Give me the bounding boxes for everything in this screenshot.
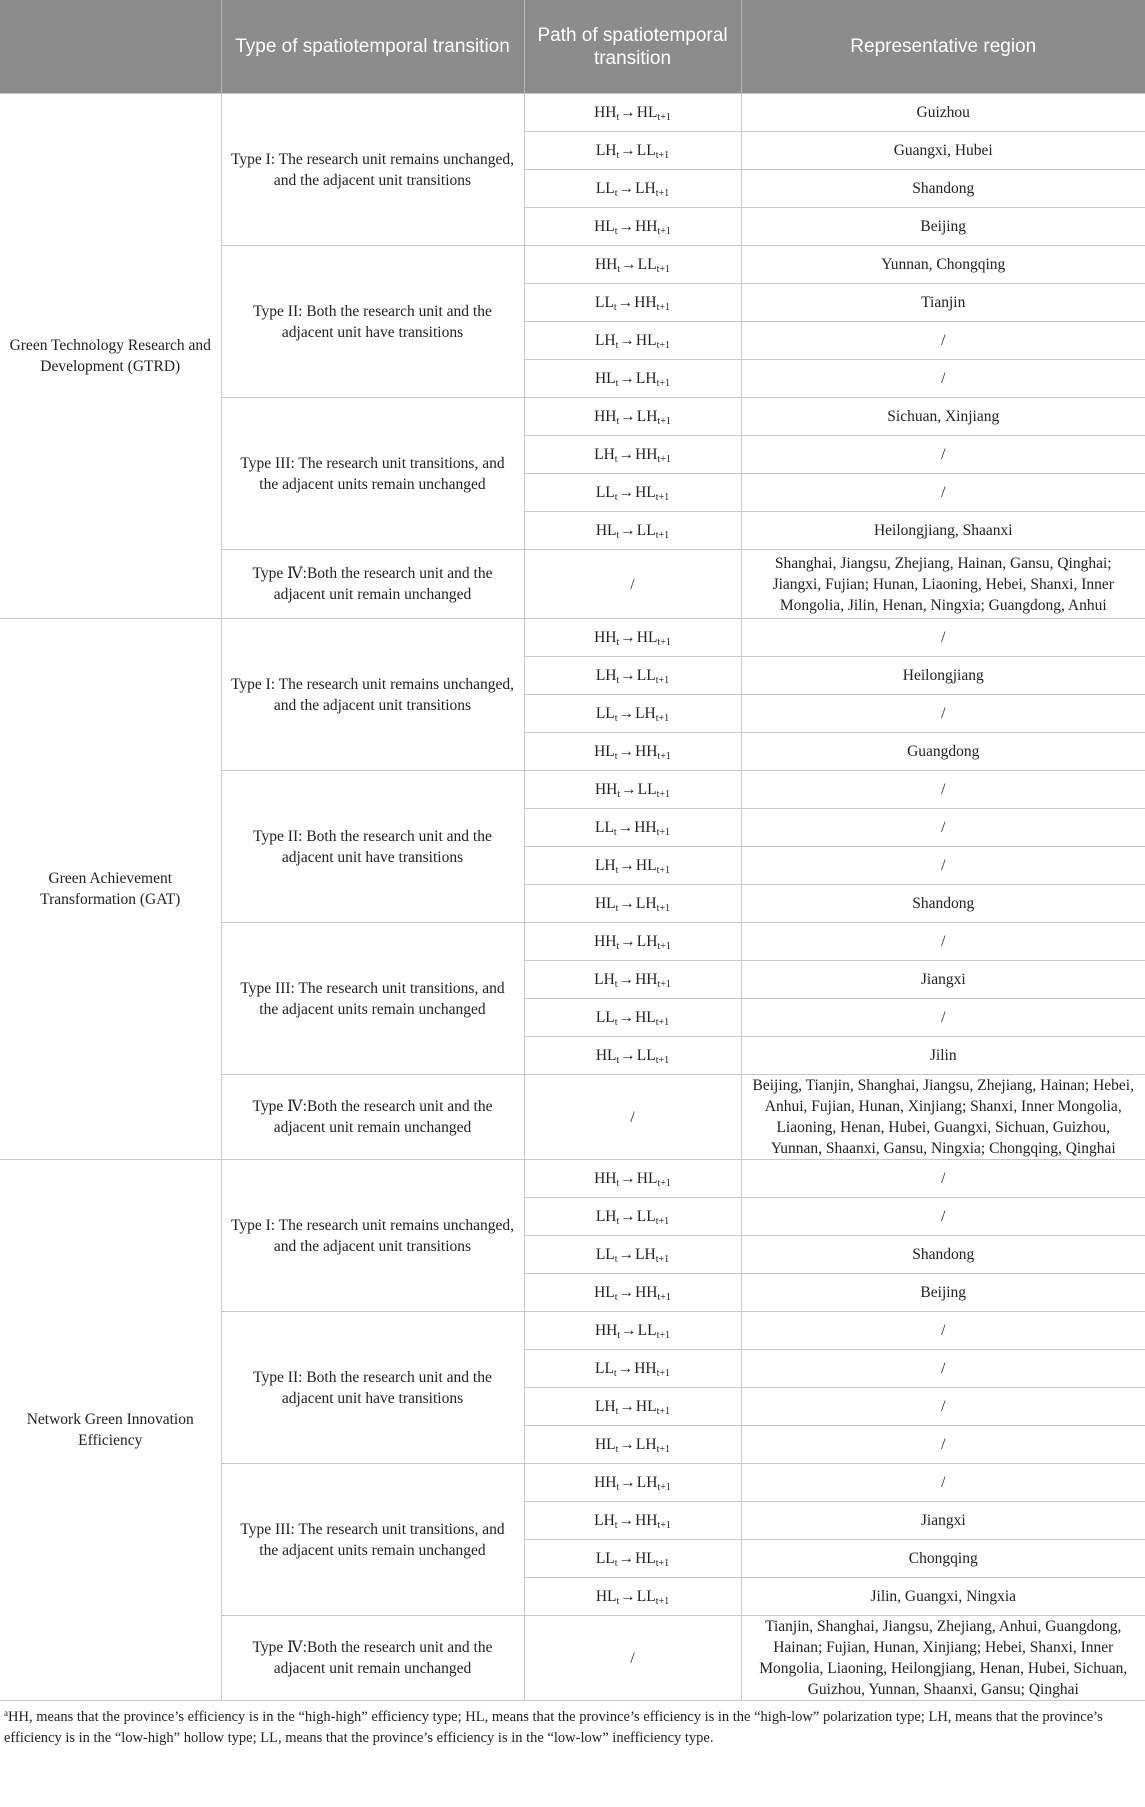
path-from: HH	[594, 781, 618, 798]
transition-type-cell: Type Ⅳ:Both the research unit and the adjacent unit remain unchanged	[221, 1616, 524, 1701]
path-from-subscript: t	[616, 112, 620, 123]
transition-type-cell: Type III: The research unit transitions, and the adjacent units remain unchanged	[221, 923, 524, 1075]
representative-region-cell: /	[741, 360, 1145, 398]
path-from-subscript: t	[616, 1178, 620, 1189]
path-to: LL	[637, 781, 657, 798]
path-to-subscript: t+1	[657, 941, 671, 952]
path-from: LL	[595, 705, 615, 722]
representative-region-cell: /	[741, 695, 1145, 733]
path-from-subscript: t	[614, 979, 618, 990]
transition-type-cell: Type II: Both the research unit and the adjacent unit have transitions	[221, 771, 524, 923]
path-from: LL	[595, 1550, 615, 1567]
transition-path-cell	[524, 284, 741, 322]
path-to: LL	[636, 142, 656, 159]
path-to: LL	[637, 256, 657, 273]
transition-path-cell	[524, 322, 741, 360]
arrow-icon: →	[620, 667, 636, 684]
header-col-path: Path of spatiotemporal transition	[524, 0, 741, 94]
transition-path-cell	[524, 657, 741, 695]
path-from-subscript: t	[614, 713, 618, 724]
path-to-subscript: t+1	[655, 1017, 670, 1028]
path-to-subscript: t+1	[655, 530, 670, 541]
transition-path-cell	[524, 923, 741, 961]
path-from-subscript: t	[614, 454, 618, 465]
arrow-icon: →	[617, 819, 634, 836]
path-from: LL	[595, 484, 615, 501]
path-to-subscript: t+1	[655, 675, 670, 686]
arrow-icon: →	[618, 705, 635, 722]
path-to: HL	[636, 104, 658, 121]
transition-path-cell	[524, 1350, 741, 1388]
transition-type-cell: Type III: The research unit transitions, and the adjacent units remain unchanged	[221, 1464, 524, 1616]
arrow-icon: →	[617, 1360, 634, 1377]
path-from: HL	[594, 370, 616, 387]
arrow-icon: →	[621, 1322, 637, 1339]
path-to-subscript: t+1	[655, 188, 670, 199]
path-from-subscript: t	[614, 226, 618, 237]
path-from-subscript: t	[614, 1292, 618, 1303]
path-to: LL	[636, 1047, 656, 1064]
path-from: HH	[594, 1474, 617, 1491]
path-from: HH	[594, 256, 618, 273]
path-from-subscript: t	[616, 530, 620, 541]
representative-region-cell: Chongqing	[741, 1540, 1145, 1578]
path-from: LH	[594, 1398, 616, 1415]
arrow-icon: →	[618, 1009, 635, 1026]
path-from: LH	[594, 446, 615, 463]
representative-region-cell: /	[741, 1388, 1145, 1426]
arrow-icon: →	[620, 933, 636, 950]
path-from: LH	[595, 667, 617, 684]
path-to-subscript: t+1	[656, 264, 671, 275]
path-from: LL	[595, 1246, 615, 1263]
path-from: HH	[594, 629, 617, 646]
path-from-subscript: t	[614, 1520, 618, 1531]
path-from: LL	[595, 1009, 615, 1026]
arrow-icon: →	[620, 1588, 636, 1605]
representative-region-cell: Heilongjiang, Shaanxi	[741, 512, 1145, 550]
arrow-icon: →	[621, 256, 637, 273]
representative-region-cell: Tianjin	[741, 284, 1145, 322]
transition-path-cell	[524, 809, 741, 847]
representative-region-cell: /	[741, 1350, 1145, 1388]
arrow-icon: →	[620, 1047, 636, 1064]
transition-path-cell	[524, 1312, 741, 1350]
representative-region-cell: /	[741, 1160, 1145, 1198]
path-from-subscript: t	[616, 941, 620, 952]
path-to-subscript: t+1	[655, 1558, 670, 1569]
representative-region-cell: Beijing	[741, 1274, 1145, 1312]
transition-path-cell	[524, 1037, 741, 1075]
transition-path-cell	[524, 1502, 741, 1540]
path-to-subscript: t+1	[655, 1254, 670, 1265]
transition-path-cell	[524, 695, 741, 733]
path-from-subscript: t	[615, 378, 619, 389]
arrow-icon: →	[620, 104, 636, 121]
path-from-subscript: t	[614, 492, 618, 503]
representative-region-cell: Heilongjiang	[741, 657, 1145, 695]
path-to-subscript: t+1	[657, 1482, 671, 1493]
path-from: LH	[594, 332, 616, 349]
arrow-icon: →	[620, 1208, 636, 1225]
path-from-subscript: t	[617, 789, 621, 800]
path-to: LL	[636, 1588, 656, 1605]
path-to: HH	[635, 218, 658, 235]
representative-region-cell: Guangxi, Hubei	[741, 132, 1145, 170]
transition-path-cell	[524, 733, 741, 771]
representative-region-cell: /	[741, 1312, 1145, 1350]
path-to: HL	[635, 1550, 656, 1567]
representative-region-cell: /	[741, 847, 1145, 885]
path-from-subscript: t	[615, 1406, 619, 1417]
path-from-subscript: t	[613, 302, 617, 313]
path-to-subscript: t+1	[656, 865, 671, 876]
representative-region-cell: Guangdong	[741, 733, 1145, 771]
path-from: LH	[595, 1208, 617, 1225]
arrow-icon: →	[621, 781, 637, 798]
transition-path-cell: /	[524, 1075, 741, 1160]
path-to: HH	[635, 971, 658, 988]
path-to-subscript: t+1	[657, 112, 671, 123]
representative-region-cell: Guizhou	[741, 94, 1145, 132]
path-from: LL	[594, 819, 614, 836]
path-from: HH	[594, 408, 617, 425]
path-to-subscript: t+1	[657, 979, 671, 990]
arrow-icon: →	[618, 446, 635, 463]
arrow-icon: →	[619, 370, 635, 387]
arrow-icon: →	[618, 180, 635, 197]
path-to-subscript: t+1	[657, 226, 671, 237]
path-to: HL	[635, 1009, 656, 1026]
representative-region-cell: /	[741, 809, 1145, 847]
transition-path-cell	[524, 132, 741, 170]
path-to-subscript: t+1	[655, 1216, 670, 1227]
representative-region-cell: Shanghai, Jiangsu, Zhejiang, Hainan, Gansu, Qinghai; Jiangxi, Fujian; Hunan, Liaoning, Hebei, Shanxi, Inner Mongolia, Jilin, Henan, Ningxia; Guangdong, Anhui	[741, 550, 1145, 619]
path-from-subscript: t	[616, 1596, 620, 1607]
transition-path-cell	[524, 170, 741, 208]
header-row	[0, 0, 1145, 94]
group-name-cell: Green Technology Research and Development (GTRD)	[0, 94, 221, 619]
footnote	[0, 1701, 1145, 1749]
path-from-subscript: t	[616, 1482, 620, 1493]
footnote-text: HH, means that the province’s efficiency is in the “high-high” efficiency type; HL, means that the province’s efficiency is in the “high-low” polarization type; LH, means that the province’s efficiency is in the “low-high” hollow type; LL, means that the province’s efficiency is in the “low-low” inefficiency type.	[4, 1709, 1103, 1746]
path-to: LH	[636, 1474, 658, 1491]
path-from: HH	[594, 1322, 618, 1339]
path-to: HH	[635, 743, 658, 760]
arrow-icon: →	[620, 408, 636, 425]
path-from: HL	[594, 218, 615, 235]
path-from: LH	[595, 142, 617, 159]
path-from-subscript: t	[614, 751, 618, 762]
path-to: LH	[636, 933, 658, 950]
representative-region-cell: Jiangxi	[741, 961, 1145, 999]
transition-path-cell	[524, 1464, 741, 1502]
path-to-subscript: t+1	[656, 340, 671, 351]
representative-region-cell: /	[741, 322, 1145, 360]
path-to: HL	[636, 629, 658, 646]
path-from-subscript: t	[616, 675, 620, 686]
representative-region-cell: Sichuan, Xinjiang	[741, 398, 1145, 436]
group-name-cell: Green Achievement Transformation (GAT)	[0, 619, 221, 1160]
representative-region-cell: Shandong	[741, 170, 1145, 208]
table-row	[0, 94, 1145, 132]
transition-path-cell	[524, 1426, 741, 1464]
representative-region-cell: /	[741, 1464, 1145, 1502]
arrow-icon: →	[618, 971, 635, 988]
arrow-icon: →	[620, 1170, 636, 1187]
transition-type-cell: Type II: Both the research unit and the adjacent unit have transitions	[221, 1312, 524, 1464]
path-to-subscript: t+1	[656, 1406, 671, 1417]
representative-region-cell: /	[741, 1198, 1145, 1236]
footnote-marker: a	[4, 1708, 8, 1718]
arrow-icon: →	[618, 1550, 635, 1567]
path-from-subscript: t	[614, 1254, 618, 1265]
path-to: HH	[634, 294, 657, 311]
path-from: HL	[594, 895, 616, 912]
representative-region-cell: Beijing	[741, 208, 1145, 246]
path-to-subscript: t+1	[657, 751, 671, 762]
path-from-subscript: t	[614, 188, 618, 199]
path-from: LH	[594, 971, 615, 988]
path-from-subscript: t	[613, 1368, 617, 1379]
representative-region-cell: Yunnan, Chongqing	[741, 246, 1145, 284]
path-to: LH	[635, 1436, 657, 1453]
path-to-subscript: t+1	[655, 1596, 670, 1607]
representative-region-cell: Shandong	[741, 1236, 1145, 1274]
path-to-subscript: t+1	[657, 1520, 671, 1531]
arrow-icon: →	[619, 857, 635, 874]
representative-region-cell: Jilin	[741, 1037, 1145, 1075]
transition-type-cell: Type III: The research unit transitions, and the adjacent units remain unchanged	[221, 398, 524, 550]
transition-type-cell: Type I: The research unit remains unchanged, and the adjacent unit transitions	[221, 1160, 524, 1312]
representative-region-cell: /	[741, 474, 1145, 512]
path-to-subscript: t+1	[655, 713, 670, 724]
path-to: HL	[635, 332, 657, 349]
path-to: LL	[636, 667, 656, 684]
path-from: LL	[594, 1360, 614, 1377]
path-from-subscript: t	[616, 416, 620, 427]
path-to: LH	[635, 370, 657, 387]
transition-path-cell	[524, 360, 741, 398]
representative-region-cell: /	[741, 771, 1145, 809]
path-from: HL	[594, 1436, 616, 1453]
path-to: HH	[634, 1360, 657, 1377]
transition-path-cell	[524, 436, 741, 474]
group-name-cell: Network Green Innovation Efficiency	[0, 1160, 221, 1701]
path-to: HL	[635, 857, 657, 874]
representative-region-cell: /	[741, 619, 1145, 657]
path-to-subscript: t+1	[655, 150, 670, 161]
path-to-subscript: t+1	[656, 903, 671, 914]
path-to-subscript: t+1	[657, 454, 671, 465]
path-from-subscript: t	[613, 827, 617, 838]
representative-region-cell: /	[741, 923, 1145, 961]
path-from-subscript: t	[616, 1216, 620, 1227]
transition-path-cell	[524, 885, 741, 923]
path-to: HH	[635, 446, 658, 463]
representative-region-cell: Tianjin, Shanghai, Jiangsu, Zhejiang, Anhui, Guangdong, Hainan; Fujian, Hunan, Xinjiang; Hebei, Shanxi, Inner Mongolia, Liaoning, Heilongjiang, Henan, Hubei, Sichuan, Guizhou, Yunnan, Shaanxi, Gansu; Qinghai	[741, 1616, 1145, 1701]
transition-type-cell: Type Ⅳ:Both the research unit and the adjacent unit remain unchanged	[221, 1075, 524, 1160]
path-to: LH	[635, 180, 656, 197]
header-col-region: Representative region	[741, 0, 1145, 94]
transition-type-cell: Type I: The research unit remains unchanged, and the adjacent unit transitions	[221, 94, 524, 246]
path-to-subscript: t+1	[656, 789, 671, 800]
path-to: LL	[636, 1208, 656, 1225]
path-from-subscript: t	[617, 264, 621, 275]
path-from: HL	[595, 1047, 617, 1064]
arrow-icon: →	[617, 294, 634, 311]
arrow-icon: →	[620, 629, 636, 646]
arrow-icon: →	[618, 1512, 635, 1529]
path-to-subscript: t+1	[657, 1178, 671, 1189]
path-to-subscript: t+1	[656, 827, 671, 838]
path-to-subscript: t+1	[655, 1055, 670, 1066]
representative-region-cell: Jiangxi	[741, 1502, 1145, 1540]
path-to: HH	[635, 1284, 658, 1301]
transition-path-cell	[524, 1160, 741, 1198]
transition-path-cell	[524, 94, 741, 132]
table-row	[0, 1160, 1145, 1198]
path-from: HL	[594, 1284, 615, 1301]
path-from: LH	[594, 1512, 615, 1529]
path-to-subscript: t+1	[657, 1292, 671, 1303]
transition-type-cell: Type II: Both the research unit and the adjacent unit have transitions	[221, 246, 524, 398]
arrow-icon: →	[618, 484, 635, 501]
transition-type-cell: Type Ⅳ:Both the research unit and the adjacent unit remain unchanged	[221, 550, 524, 619]
transition-path-cell	[524, 1198, 741, 1236]
path-from: LL	[595, 180, 615, 197]
path-from: HL	[595, 1588, 617, 1605]
path-from-subscript: t	[614, 1558, 618, 1569]
header-col-type: Type of spatiotemporal transition	[221, 0, 524, 94]
path-from-subscript: t	[615, 1444, 619, 1455]
transition-path-cell	[524, 961, 741, 999]
representative-region-cell: /	[741, 436, 1145, 474]
path-to: HL	[636, 1170, 658, 1187]
path-to-subscript: t+1	[656, 1368, 671, 1379]
transition-path-cell	[524, 1274, 741, 1312]
transition-path-cell	[524, 246, 741, 284]
transition-path-cell	[524, 847, 741, 885]
arrow-icon: →	[618, 1246, 635, 1263]
representative-region-cell: /	[741, 999, 1145, 1037]
path-to-subscript: t+1	[656, 1444, 671, 1455]
path-to: LH	[636, 408, 658, 425]
transition-path-cell	[524, 1578, 741, 1616]
path-from: LL	[594, 294, 614, 311]
representative-region-cell: /	[741, 1426, 1145, 1464]
table-body	[0, 94, 1145, 1701]
path-to: LH	[635, 705, 656, 722]
arrow-icon: →	[619, 1436, 635, 1453]
representative-region-cell: Shandong	[741, 885, 1145, 923]
path-to-subscript: t+1	[657, 416, 671, 427]
transition-path-cell	[524, 1236, 741, 1274]
path-from-subscript: t	[615, 340, 619, 351]
transition-path-cell: /	[524, 550, 741, 619]
transition-path-cell	[524, 1388, 741, 1426]
arrow-icon: →	[620, 522, 636, 539]
arrow-icon: →	[619, 1398, 635, 1415]
arrow-icon: →	[618, 218, 635, 235]
path-to: LH	[635, 1246, 656, 1263]
transition-path-cell	[524, 398, 741, 436]
path-from-subscript: t	[617, 1330, 621, 1341]
arrow-icon: →	[618, 743, 635, 760]
representative-region-cell: Beijing, Tianjin, Shanghai, Jiangsu, Zhejiang, Hainan; Hebei, Anhui, Fujian, Hunan, Xinjiang; Shanxi, Inner Mongolia, Liaoning, Henan, Hubei, Guangxi, Sichuan, Guizhou, Yunnan, Shaanxi, Gansu, Ningxia; Chongqing, Qinghai	[741, 1075, 1145, 1160]
header-col-indicator	[0, 0, 221, 94]
table-row	[0, 619, 1145, 657]
path-from: HL	[595, 522, 617, 539]
transition-path-cell	[524, 474, 741, 512]
path-from-subscript: t	[615, 903, 619, 914]
path-from: HH	[594, 104, 617, 121]
transition-path-cell	[524, 512, 741, 550]
path-from: HH	[594, 933, 617, 950]
path-from: HH	[594, 1170, 617, 1187]
path-from: LH	[594, 857, 616, 874]
path-to-subscript: t+1	[657, 637, 671, 648]
representative-region-cell: Jilin, Guangxi, Ningxia	[741, 1578, 1145, 1616]
path-from-subscript: t	[616, 1055, 620, 1066]
transition-path-cell	[524, 771, 741, 809]
arrow-icon: →	[620, 1474, 636, 1491]
path-from-subscript: t	[614, 1017, 618, 1028]
arrow-icon: →	[618, 1284, 635, 1301]
path-to: LH	[635, 895, 657, 912]
path-to: LL	[636, 522, 656, 539]
arrow-icon: →	[619, 332, 635, 349]
path-to: LL	[637, 1322, 657, 1339]
transition-path-cell: /	[524, 1616, 741, 1701]
path-to-subscript: t+1	[656, 302, 671, 313]
path-to-subscript: t+1	[656, 378, 671, 389]
transition-type-cell: Type I: The research unit remains unchanged, and the adjacent unit transitions	[221, 619, 524, 771]
transition-path-cell	[524, 999, 741, 1037]
path-from-subscript: t	[616, 150, 620, 161]
path-to: HL	[635, 1398, 657, 1415]
path-to: HH	[635, 1512, 658, 1529]
path-from: HL	[594, 743, 615, 760]
transition-path-cell	[524, 1540, 741, 1578]
path-to: HH	[634, 819, 657, 836]
transition-path-cell	[524, 208, 741, 246]
path-to-subscript: t+1	[656, 1330, 671, 1341]
arrow-icon: →	[619, 895, 635, 912]
path-from-subscript: t	[615, 865, 619, 876]
transition-path-cell	[524, 619, 741, 657]
path-from-subscript: t	[616, 637, 620, 648]
arrow-icon: →	[620, 142, 636, 159]
path-to: HL	[635, 484, 656, 501]
path-to-subscript: t+1	[655, 492, 670, 503]
